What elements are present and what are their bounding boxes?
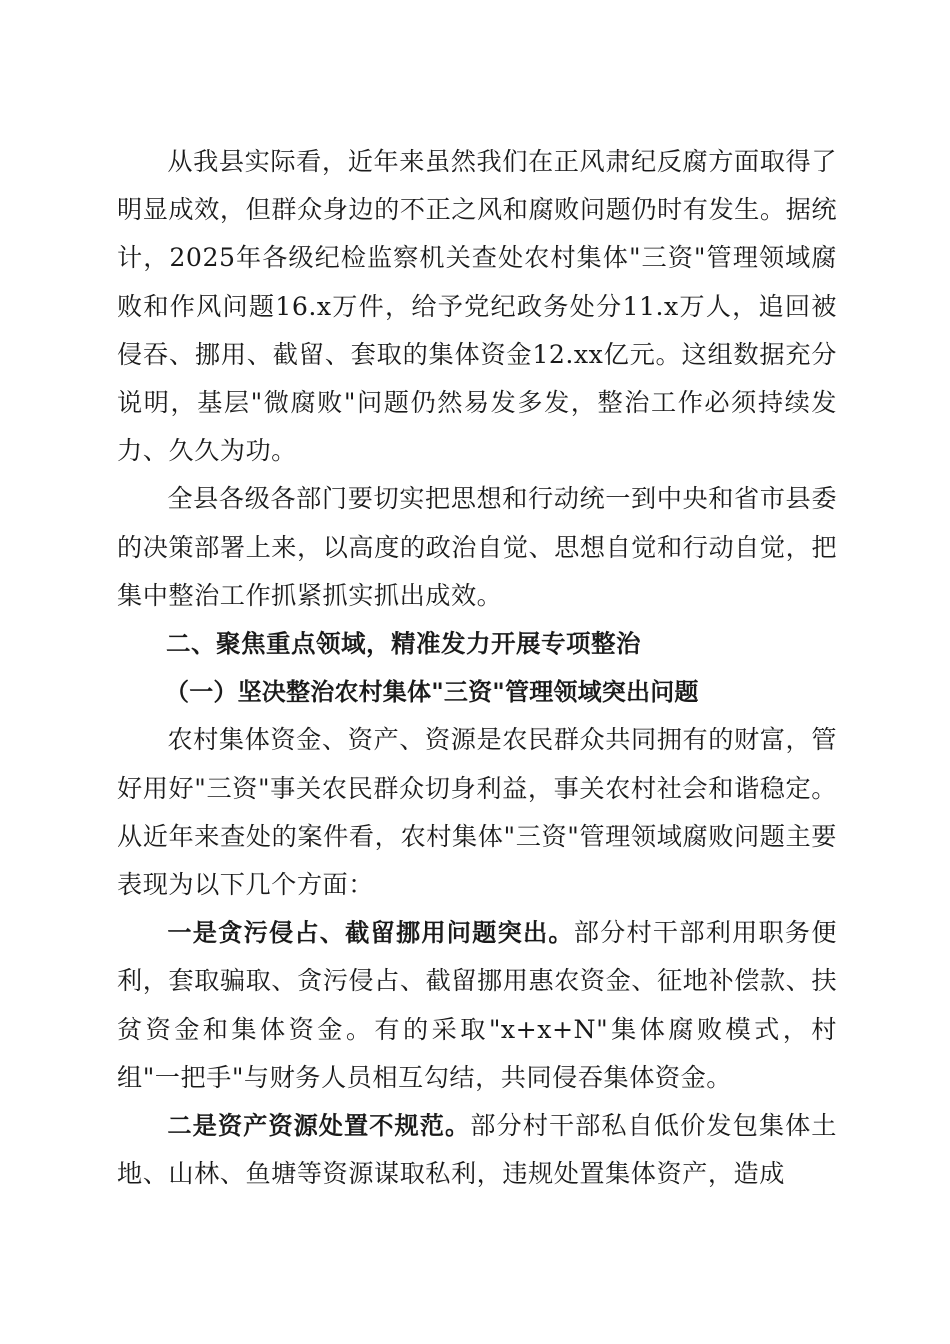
lead-phrase-embezzlement: 一是贪污侵占、截留挪用问题突出。 [167, 919, 574, 948]
paragraph-embezzlement-body: 部分村干部利用职务便利，套取骗取、贪污侵占、截留挪用惠农资金、征地补偿款、扶贫资金和集体资金。有的采取"x+x+N"集体腐败模式，村组"一把手"与财务人员相互勾结，共同侵吞集体资金。 [117, 918, 837, 1092]
paragraph-county-situation: 从我县实际看，近年来虽然我们在正风肃纪反腐方面取得了明显成效，但群众身边的不正之风和腐败问题仍时有发生。据统计，2025年各级纪检监察机关查处农村集体"三资"管理领域腐败和作风问题16.x万件，给予党纪政务处分11.x万人，追回被侵吞、挪用、截留、套取的集体资金12.xx亿元。这组数据充分说明，基层"微腐败"问题仍然易发多发，整治工作必须持续发力、久久为功。 [117, 147, 837, 466]
lead-phrase-asset-disposal: 二是资产资源处置不规范。 [167, 1112, 471, 1141]
paragraph-embezzlement [117, 909, 837, 1102]
paragraph-asset-disposal-body: 部分村干部私自低价发包集体土地、山林、鱼塘等资源谋取私利，违规处置集体资产，造成 [117, 1111, 837, 1189]
paragraph-asset-disposal [117, 1102, 837, 1198]
paragraph-unify-thinking: 全县各级各部门要切实把思想和行动统一到中央和省市县委的决策部署上来，以高度的政治自觉、思想自觉和行动自觉，把集中整治工作抓紧抓实抓出成效。 [117, 484, 837, 610]
subsection-heading-one: （一）坚决整治农村集体"三资"管理领域突出问题 [165, 678, 699, 707]
paragraph-three-assets-intro: 农村集体资金、资产、资源是农民群众共同拥有的财富，管好用好"三资"事关农民群众切身利益，事关农村社会和谐稳定。从近年来查处的案件看，农村集体"三资"管理领域腐败问题主要表现为以下几个方面： [117, 725, 837, 900]
section-heading-two: 二、聚焦重点领域，精准发力开展专项整治 [166, 629, 641, 659]
document-body [117, 138, 837, 1198]
